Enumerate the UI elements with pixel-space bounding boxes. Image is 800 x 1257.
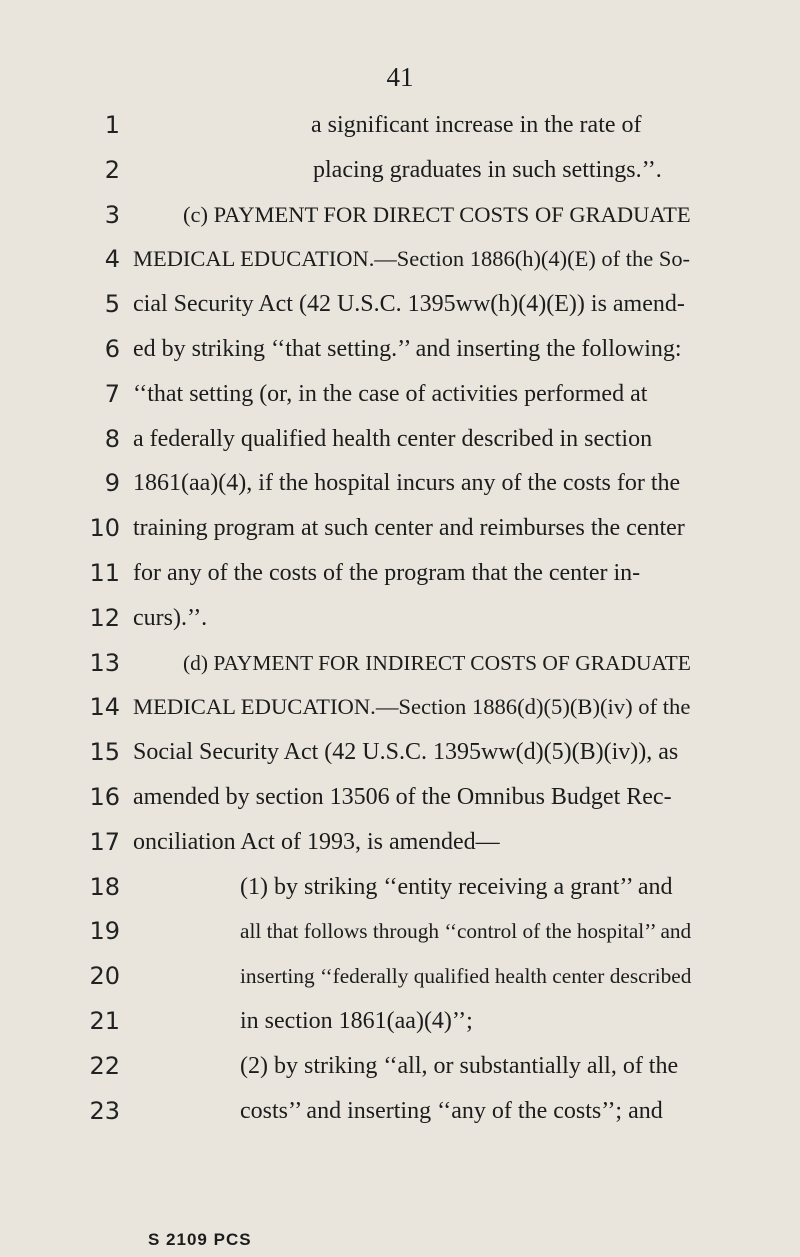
line-number: 17 — [89, 827, 120, 856]
line-number: 8 — [104, 424, 120, 453]
line-number: 22 — [89, 1051, 120, 1080]
text-line: curs).’’. — [133, 604, 208, 631]
line-number: 6 — [104, 334, 120, 363]
line-number: 12 — [89, 603, 120, 632]
text-line: a significant increase in the rate of — [311, 112, 642, 138]
line-number: 16 — [89, 782, 120, 811]
line-number: 13 — [89, 648, 120, 677]
line-number: 23 — [89, 1096, 120, 1125]
text-line: all that follows through ‘‘control of the hospital’’ and — [240, 919, 692, 944]
line-number-gutter — [70, 103, 120, 1133]
text-line: cial Security Act (42 U.S.C. 1395ww(h)(4)(E)) is amend- — [133, 291, 685, 318]
text-line: Social Security Act (42 U.S.C. 1395ww(d)(5)(B)(iv)), as — [133, 739, 679, 766]
line-number: 15 — [89, 738, 120, 767]
line-number: 7 — [104, 379, 120, 408]
line-number: 5 — [104, 290, 120, 319]
text-line: training program at such center and reimburses the center — [133, 515, 685, 542]
text-line: (1) by striking ‘‘entity receiving a grant’’ and — [240, 873, 673, 900]
text-line: (2) by striking ‘‘all, or substantially all, of the — [240, 1052, 679, 1079]
text-line: placing graduates in such settings.’’. — [313, 156, 662, 183]
line-number: 19 — [89, 917, 120, 946]
text-line: a federally qualified health center described in section — [133, 425, 653, 452]
line-number: 20 — [89, 962, 120, 991]
bill-identifier: S 2109 PCS — [148, 1230, 252, 1249]
text-line: for any of the costs of the program that the center in- — [133, 559, 641, 586]
text-line: (c) PAYMENT FOR DIRECT COSTS OF GRADUATE — [183, 201, 691, 227]
text-line: MEDICAL EDUCATION.—Section 1886(d)(5)(B)(iv) of the — [133, 694, 691, 720]
page-number: 41 — [386, 62, 414, 92]
line-number: 9 — [104, 469, 120, 498]
line-number: 14 — [89, 693, 120, 722]
text-line: MEDICAL EDUCATION.—Section 1886(h)(4)(E) of the So- — [133, 246, 691, 272]
line-number: 1 — [104, 111, 120, 139]
line-number: 3 — [104, 200, 120, 229]
line-number: 10 — [89, 514, 120, 543]
text-line: ‘‘that setting (or, in the case of activities performed at — [133, 380, 648, 407]
line-number: 21 — [89, 1006, 120, 1035]
text-line: (d) PAYMENT FOR INDIRECT COSTS OF GRADUATE — [183, 650, 691, 675]
text-line: amended by section 13506 of the Omnibus Budget Rec- — [133, 783, 672, 810]
text-line: ed by striking ‘‘that setting.’’ and inserting the following: — [133, 335, 682, 362]
text-line: costs’’ and inserting ‘‘any of the costs’’; and — [240, 1097, 663, 1124]
bill-text — [133, 103, 696, 1133]
line-number: 11 — [89, 558, 120, 587]
text-line: in section 1861(aa)(4)’’; — [240, 1007, 473, 1034]
line-number: 2 — [104, 155, 120, 184]
line-number: 18 — [89, 872, 120, 901]
text-line: 1861(aa)(4), if the hospital incurs any of the costs for the — [133, 470, 681, 497]
line-number: 4 — [104, 245, 120, 274]
text-line: onciliation Act of 1993, is amended— — [133, 828, 500, 855]
text-line: inserting ‘‘federally qualified health center described — [240, 964, 692, 989]
